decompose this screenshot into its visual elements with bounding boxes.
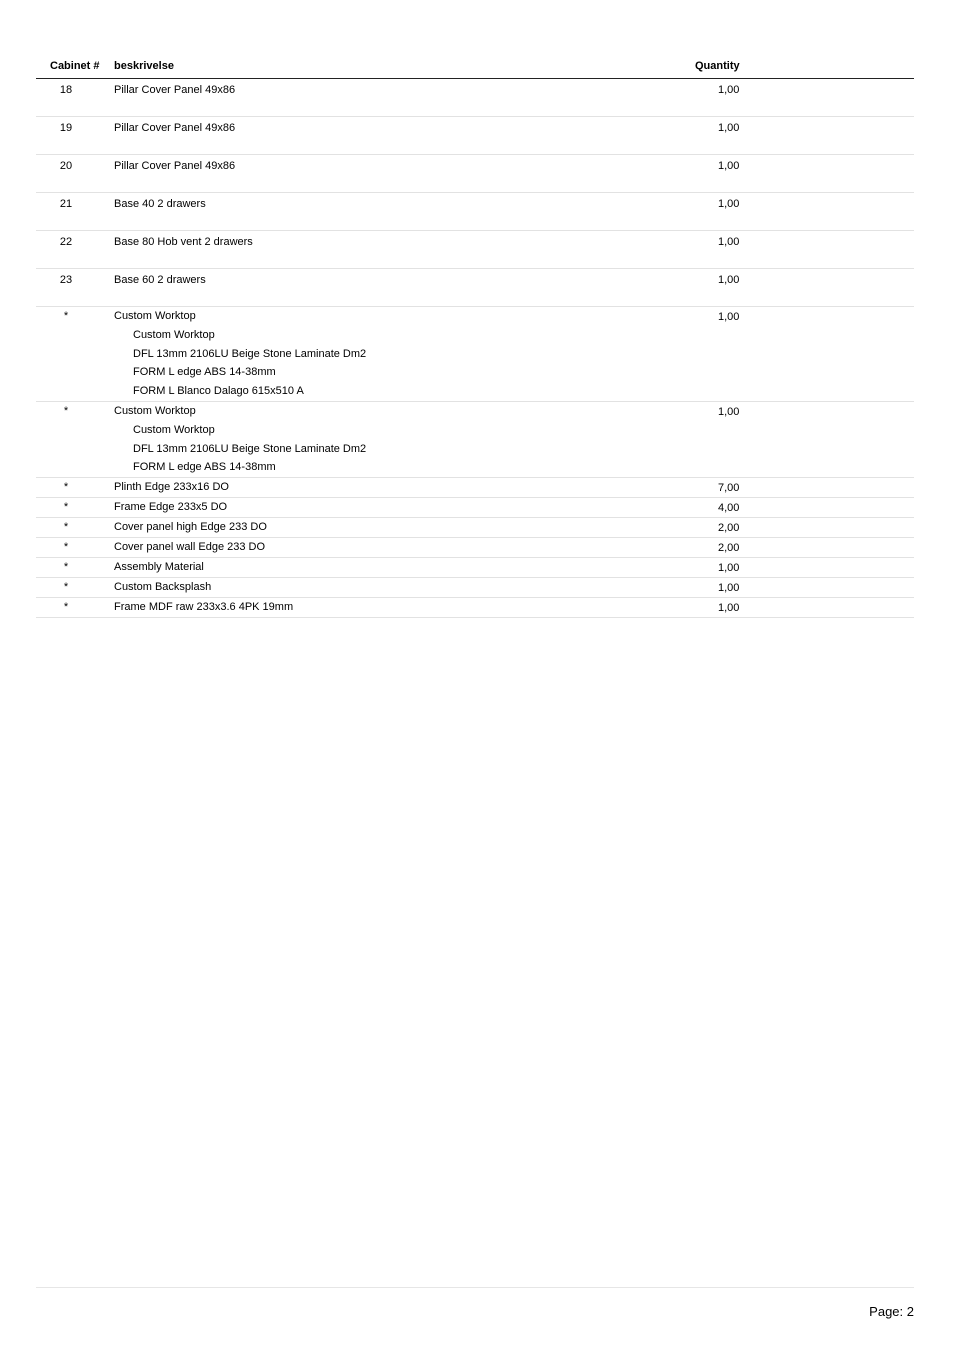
table-row [36, 518, 914, 538]
cabinet-cell: * [63, 601, 69, 613]
quantity-cell: 1,00 [718, 311, 740, 323]
quantity-cell: 1,00 [718, 198, 740, 210]
cabinet-cell: 23 [59, 274, 73, 286]
cabinet-cell: * [63, 310, 69, 322]
quantity-cell: 1,00 [718, 84, 740, 96]
description-cell: Frame MDF raw 233x3.6 4PK 19mm [114, 601, 294, 613]
cabinet-cell: * [63, 521, 69, 533]
cabinet-cell: 19 [59, 122, 73, 134]
table-row [36, 231, 914, 269]
cabinet-cell: 21 [59, 198, 73, 210]
cabinet-cell: * [63, 541, 69, 553]
quantity-cell: 4,00 [718, 502, 740, 514]
description-subline: FORM L edge ABS 14-38mm [133, 461, 276, 474]
description-cell: Plinth Edge 233x16 DO [114, 481, 229, 493]
table-row [36, 578, 914, 598]
quantity-cell: 2,00 [718, 522, 740, 534]
table-row [36, 117, 914, 155]
description-cell: Cover panel wall Edge 233 DO [114, 541, 266, 553]
description-cell: Assembly Material [114, 561, 204, 573]
table-row [36, 79, 914, 117]
quantity-cell: 1,00 [718, 122, 740, 134]
table-header [36, 54, 914, 79]
table-row [36, 155, 914, 193]
description-cell: Custom Worktop [114, 310, 196, 322]
description-cell: Base 40 2 drawers [114, 198, 206, 210]
description-cell: Base 80 Hob vent 2 drawers [114, 236, 253, 248]
cabinet-cell: * [63, 581, 69, 593]
description-cell: Pillar Cover Panel 49x86 [114, 160, 236, 172]
quantity-cell: 1,00 [718, 160, 740, 172]
quantity-cell: 1,00 [718, 562, 740, 574]
description-subline: FORM L edge ABS 14-38mm [133, 366, 276, 379]
quantity-cell: 1,00 [718, 236, 740, 248]
cabinet-cell: * [63, 481, 69, 493]
table-body [36, 79, 914, 618]
cabinet-cell: 20 [59, 160, 73, 172]
description-cell: Base 60 2 drawers [114, 274, 206, 286]
items-table [36, 54, 914, 618]
table-row [36, 307, 914, 402]
table-row [36, 193, 914, 231]
table-row [36, 478, 914, 498]
description-cell: Cover panel high Edge 233 DO [114, 521, 267, 533]
cabinet-cell: * [63, 561, 69, 573]
header-description: beskrivelse [114, 60, 174, 72]
quantity-cell: 2,00 [718, 542, 740, 554]
quantity-cell: 1,00 [718, 602, 740, 614]
cabinet-cell: * [63, 405, 69, 417]
quantity-cell: 1,00 [718, 406, 740, 418]
header-cabinet: Cabinet # [50, 60, 100, 72]
description-cell: Frame Edge 233x5 DO [114, 501, 228, 513]
header-quantity: Quantity [695, 60, 740, 72]
cabinet-cell: 22 [59, 236, 73, 248]
quantity-cell: 1,00 [718, 274, 740, 286]
table-row [36, 558, 914, 578]
description-subline: Custom Worktop [133, 328, 215, 341]
page-number: Page: 2 [869, 1304, 914, 1319]
table-row [36, 598, 914, 618]
cabinet-cell: 18 [59, 84, 73, 96]
description-cell: Pillar Cover Panel 49x86 [114, 84, 236, 96]
quantity-cell: 1,00 [718, 582, 740, 594]
description-cell: Pillar Cover Panel 49x86 [114, 122, 236, 134]
description-subline: DFL 13mm 2106LU Beige Stone Laminate Dm2 [133, 442, 367, 455]
table-row [36, 402, 914, 478]
description-subline: DFL 13mm 2106LU Beige Stone Laminate Dm2 [133, 347, 367, 360]
footer-divider [36, 1287, 914, 1288]
cabinet-cell: * [63, 501, 69, 513]
description-cell: Custom Worktop [114, 405, 196, 417]
description-subline: Custom Worktop [133, 423, 215, 436]
table-row [36, 538, 914, 558]
table-row [36, 269, 914, 307]
description-cell: Custom Backsplash [114, 581, 212, 593]
table-row [36, 498, 914, 518]
description-subline: FORM L Blanco Dalago 615x510 A [133, 385, 304, 398]
quantity-cell: 7,00 [718, 482, 740, 494]
